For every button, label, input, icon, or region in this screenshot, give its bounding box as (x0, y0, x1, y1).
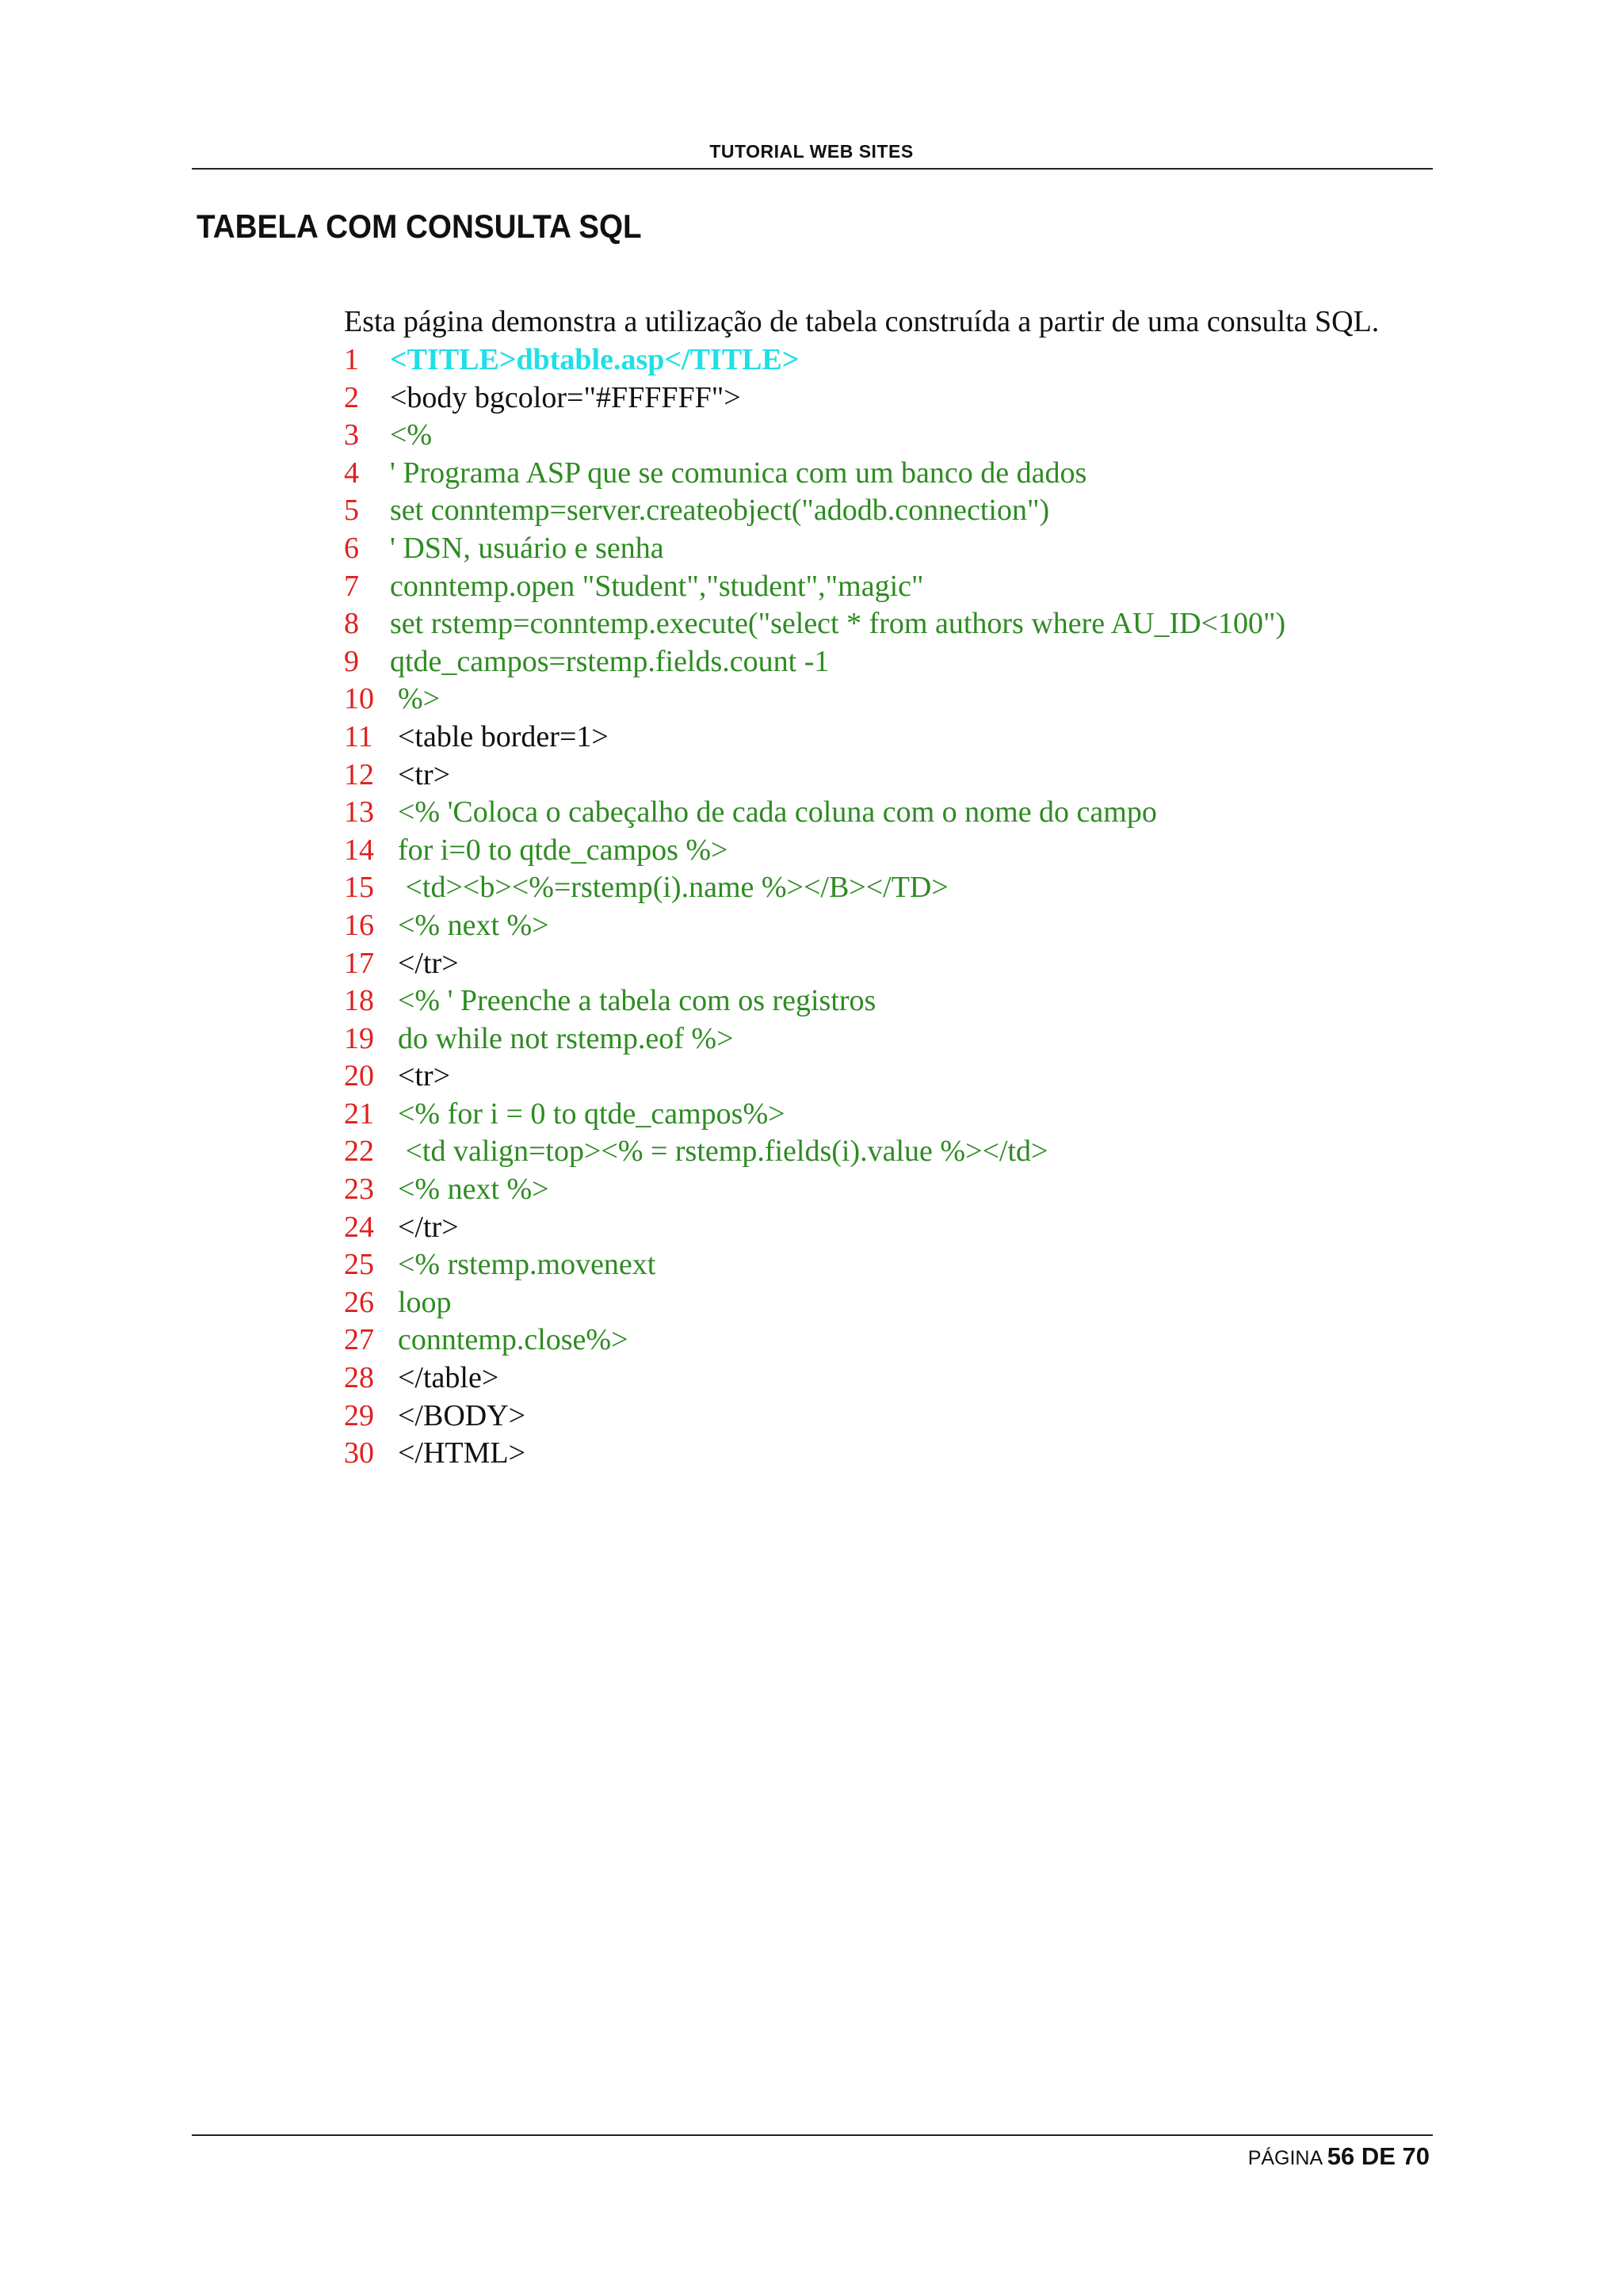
line-number: 23 (344, 1173, 374, 1207)
code-text: <td valign=top><% = rstemp.fields(i).value %></td> (398, 1135, 1048, 1169)
code-line (344, 1020, 1285, 1058)
line-number: 7 (344, 569, 359, 603)
code-text: ' DSN, usuário e senha (390, 531, 664, 565)
code-listing (344, 341, 1285, 1473)
page-number (1248, 2142, 1430, 2171)
line-number: 12 (344, 757, 374, 791)
code-text: set conntemp=server.createobject("adodb.connection") (390, 494, 1050, 528)
code-line (344, 643, 1285, 681)
code-line (344, 1284, 1285, 1322)
line-number: 28 (344, 1361, 374, 1395)
code-text: set rstemp=conntemp.execute("select * from authors where AU_ID<100") (390, 607, 1286, 641)
code-line (344, 719, 1285, 757)
page-prefix: PÁGINA (1247, 2147, 1327, 2169)
code-text: <body bgcolor="#FFFFFF"> (390, 380, 741, 414)
total-pages: 70 (1402, 2142, 1430, 2170)
code-line (344, 1058, 1285, 1096)
line-number: 8 (344, 607, 359, 641)
line-number: 30 (344, 1436, 374, 1470)
code-text: </tr> (398, 946, 459, 980)
code-text: <% for i = 0 to qtde_campos%> (398, 1097, 785, 1131)
line-number: 18 (344, 984, 374, 1018)
code-line (344, 379, 1285, 418)
line-number: 22 (344, 1135, 374, 1169)
line-number: 11 (344, 719, 373, 753)
line-number: 27 (344, 1323, 374, 1357)
code-text: </HTML> (398, 1436, 526, 1470)
code-text: for i=0 to qtde_campos %> (398, 833, 728, 867)
code-text: <% 'Coloca o cabeçalho de cada coluna com o nome do campo (398, 795, 1157, 830)
line-number: 4 (344, 456, 359, 490)
line-number: 3 (344, 418, 359, 452)
code-text: <% rstemp.movenext (398, 1248, 656, 1282)
running-header: TUTORIAL WEB SITES (709, 141, 914, 162)
code-line (344, 681, 1285, 719)
code-text: qtde_campos=rstemp.fields.count -1 (390, 644, 830, 678)
section-title: TABELA COM CONSULTA SQL (197, 208, 642, 245)
code-line (344, 1398, 1285, 1436)
code-line (344, 1322, 1285, 1360)
code-line (344, 605, 1285, 643)
code-text: <tr> (398, 1059, 451, 1093)
line-number: 1 (344, 343, 359, 376)
code-line (344, 530, 1285, 568)
code-line (344, 982, 1285, 1020)
code-line (344, 945, 1285, 983)
code-line (344, 832, 1285, 870)
line-number: 19 (344, 1021, 374, 1055)
footer-rule (192, 2134, 1433, 2136)
code-text: <table border=1> (398, 719, 609, 753)
code-text: </tr> (398, 1210, 459, 1244)
line-number: 16 (344, 908, 374, 942)
code-line (344, 568, 1285, 606)
code-line (344, 757, 1285, 795)
line-number: 24 (344, 1210, 374, 1244)
code-line (344, 794, 1285, 832)
code-line (344, 1171, 1285, 1209)
code-line (344, 869, 1285, 907)
code-line (344, 455, 1285, 493)
code-line (344, 1246, 1285, 1284)
line-number: 17 (344, 946, 374, 980)
code-line (344, 1209, 1285, 1247)
code-text: <% ' Preenche a tabela com os registros (398, 984, 876, 1018)
line-number: 5 (344, 494, 359, 528)
code-line (344, 907, 1285, 945)
code-text: </BODY> (398, 1398, 526, 1432)
code-text: conntemp.close%> (398, 1323, 628, 1357)
line-number: 10 (344, 682, 374, 716)
code-line (344, 417, 1285, 455)
line-number: 15 (344, 871, 374, 905)
line-number: 20 (344, 1059, 374, 1093)
code-line (344, 1435, 1285, 1473)
intro-paragraph: Esta página demonstra a utilização de tabela construída a partir de uma consulta SQL. (344, 305, 1380, 338)
line-number: 21 (344, 1097, 374, 1131)
line-number: 9 (344, 644, 359, 678)
code-text: <% next %> (398, 1173, 549, 1207)
code-text: <TITLE>dbtable.asp</TITLE> (390, 343, 800, 376)
code-text: ' Programa ASP que se comunica com um banco de dados (390, 456, 1087, 490)
code-text: do while not rstemp.eof %> (398, 1021, 734, 1055)
code-text: %> (398, 682, 441, 716)
line-number: 13 (344, 795, 374, 830)
line-number: 25 (344, 1248, 374, 1282)
code-text: <% (390, 418, 433, 452)
line-number: 2 (344, 380, 359, 414)
line-number: 6 (344, 531, 359, 565)
code-line (344, 492, 1285, 530)
code-text: <td><b><%=rstemp(i).name %></B></TD> (398, 871, 949, 905)
current-page: 56 (1327, 2142, 1355, 2170)
code-line (344, 1133, 1285, 1171)
code-text: loop (398, 1285, 452, 1319)
code-text: </table> (398, 1361, 499, 1395)
line-number: 14 (344, 833, 374, 867)
header-rule (192, 168, 1433, 170)
page-separator: DE (1354, 2142, 1403, 2170)
line-number: 29 (344, 1398, 374, 1432)
code-line (344, 341, 1285, 379)
line-number: 26 (344, 1285, 374, 1319)
code-text: <tr> (398, 757, 451, 791)
code-line (344, 1360, 1285, 1398)
code-text: conntemp.open "Student","student","magic" (390, 569, 924, 603)
code-line (344, 1096, 1285, 1134)
code-text: <% next %> (398, 908, 549, 942)
